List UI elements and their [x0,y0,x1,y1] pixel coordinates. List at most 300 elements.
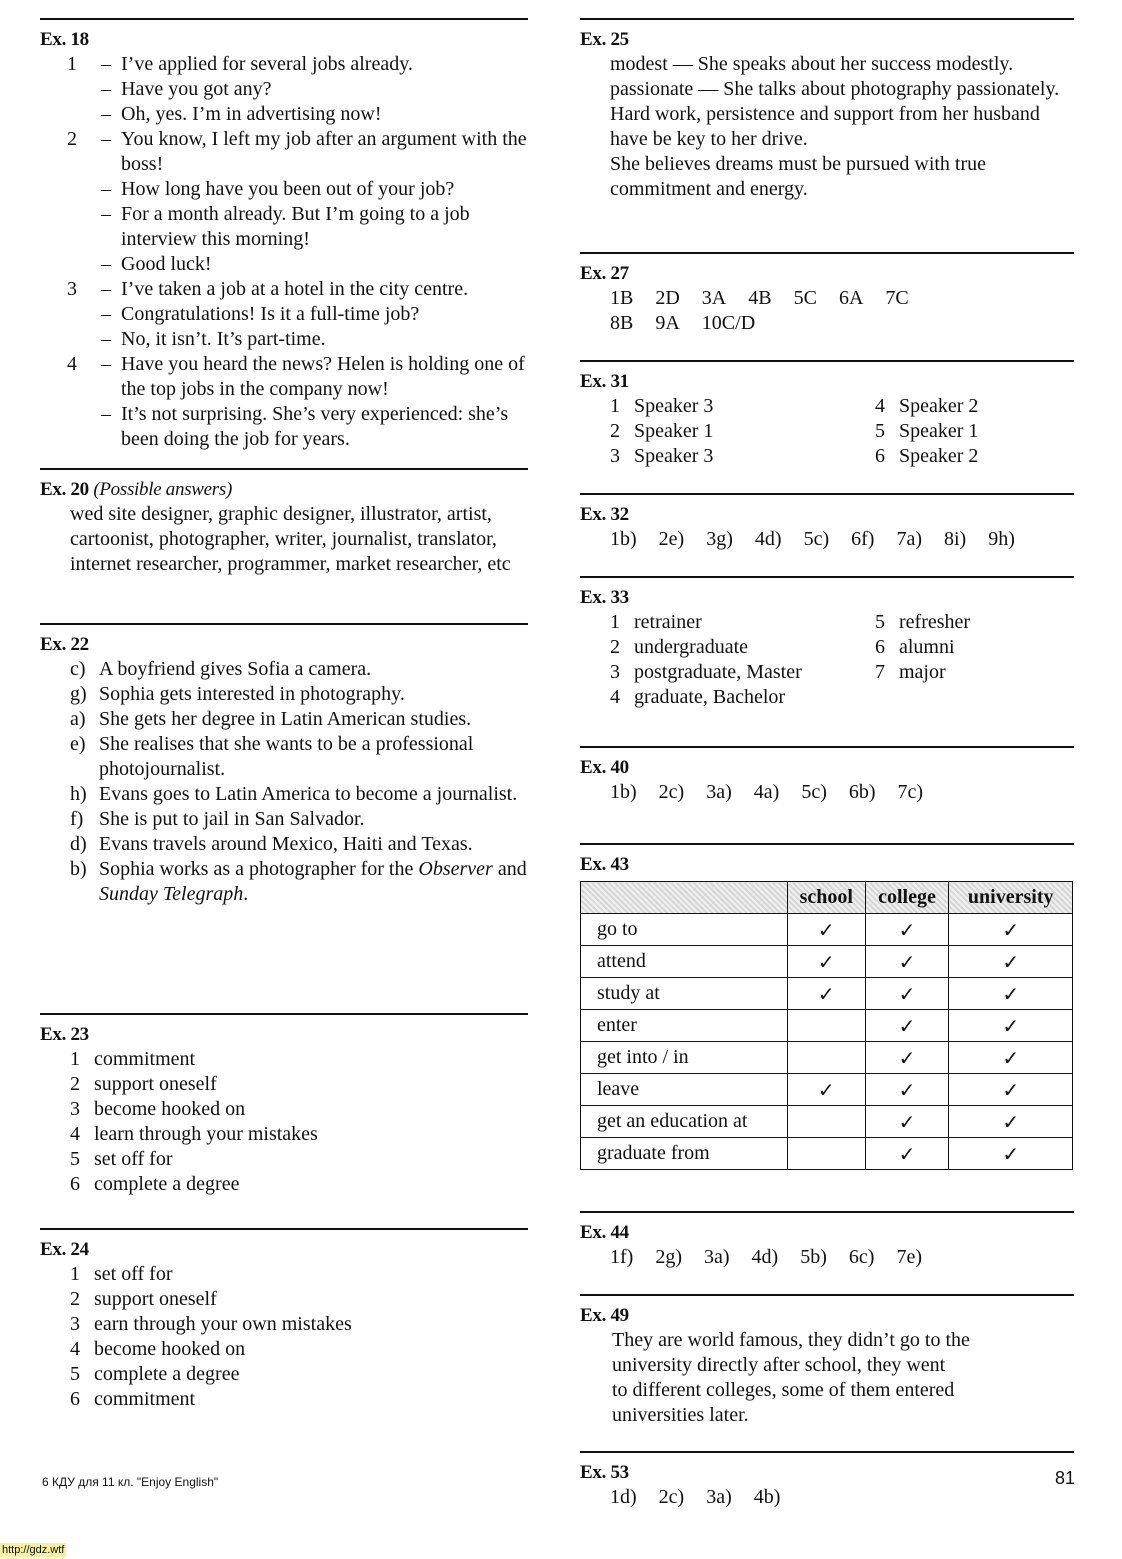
item-number: 6 [875,636,885,658]
item-text: set off for [94,1148,173,1170]
column-header-school: school [788,882,866,914]
exercise-title: Ex. 43 [580,854,629,875]
exercise-32 [580,493,1074,576]
empty-cell [788,1042,866,1074]
dash: – [101,328,111,350]
item-text [99,707,528,732]
item-number: 2 [70,1073,80,1095]
column-header-college: college [865,882,949,914]
item-text: commitment [94,1048,196,1070]
check-icon: ✓ [949,1106,1073,1138]
list-item [40,732,528,782]
line-text: You know, I left my job after an argument with the boss! [121,128,527,175]
list-item [40,807,528,832]
line-text: Congratulations! Is it a full-time job? [121,303,420,325]
item-text: complete a degree [94,1363,240,1385]
check-icon: ✓ [949,1074,1073,1106]
answer: 8i) [943,528,967,550]
item-text: major [899,661,946,683]
table-row [581,1074,1073,1106]
row-label: study at [581,978,788,1010]
column-header-university: university [949,882,1073,914]
item-text-mid: and [492,858,527,880]
line-number [40,402,97,452]
line-text: It’s not surprising. She’s very experienced: she’s been doing the job for years. [121,403,509,450]
row-label: get into / in [581,1042,788,1074]
line-text: Have you got any? [121,78,272,100]
item-text [99,832,528,857]
table-row [581,1042,1073,1074]
item-text: support oneself [94,1288,217,1310]
watermark-link[interactable]: http://gdz.wtf [2,1544,65,1556]
answer-grid [580,610,1074,710]
grid-item [610,444,875,469]
item-number: 1 [610,395,620,417]
item-text: refresher [899,611,971,633]
exercise-49 [580,1294,1074,1451]
table-row [581,1106,1073,1138]
dialogue-line [40,402,528,452]
exercise-title: Ex. 22 [40,634,89,655]
answer: 7e) [896,1246,922,1268]
exercise-title: Ex. 32 [580,504,629,525]
item-text-main: Evans travels around Mexico, Haiti and Texas. [99,833,473,855]
dialogue-line [40,127,528,177]
list-item [40,1072,528,1097]
line-number [40,177,97,202]
table-row [581,914,1073,946]
item-text: become hooked on [94,1338,246,1360]
item-number: 2 [610,420,620,442]
grid-item [610,635,875,660]
answer: 10C/D [701,312,756,334]
dash: – [101,303,111,325]
answer: 7a) [896,528,922,550]
exercise-title [40,478,528,502]
check-icon: ✓ [865,1010,949,1042]
check-icon: ✓ [788,978,866,1010]
check-icon: ✓ [949,1138,1073,1170]
line-number [40,77,97,102]
answer: 1d) [610,1486,637,1508]
check-icon: ✓ [865,1138,949,1170]
item-number: 3 [610,445,620,467]
item-text-main: Sophia works as a photographer for the [99,858,419,880]
item-text: postgraduate, Master [634,661,802,683]
item-text: commitment [94,1388,196,1410]
answer: 1b) [610,528,637,550]
answer-list [40,1262,528,1412]
item-text-main: She is put to jail in San Salvador. [99,808,365,830]
dash: – [101,353,111,375]
dialogue-line [40,252,528,277]
dialogue-line [40,277,528,302]
check-icon: ✓ [865,1074,949,1106]
grid-item [610,419,875,444]
answer-row [580,311,1074,336]
text-line: to different colleges, some of them entered [612,1379,955,1401]
exercise-40 [580,746,1074,843]
check-icon: ✓ [865,978,949,1010]
answer: 8B [610,312,634,334]
event-list [40,657,528,907]
line-text: For a month already. But I’m going to a job interview this morning! [121,203,470,250]
list-item [40,657,528,682]
line-text: I’ve applied for several jobs already. [121,53,413,75]
check-icon: ✓ [949,1042,1073,1074]
item-number: 6 [70,1173,80,1195]
exercise-44 [580,1211,1074,1294]
grid-item [610,394,875,419]
exercise-31 [580,360,1074,493]
list-item [40,1172,528,1197]
dash: – [101,253,111,275]
answer-list [40,1047,528,1197]
item-text-main: She gets her degree in Latin American studies. [99,708,472,730]
answer: 2e) [658,528,685,550]
answer: 3A [701,287,727,309]
answer-row [580,1485,1074,1510]
dash: – [101,128,111,150]
page-number: 81 [1055,1468,1076,1488]
item-number: 3 [70,1098,80,1120]
item-number: 4 [70,1123,80,1145]
line-number: 2 [67,128,77,150]
item-text-main: Sophia gets interested in photography. [99,683,405,705]
answer: 2g) [655,1246,682,1268]
exercise-title: Ex. 44 [580,1222,629,1243]
item-letter: e) [70,733,86,755]
list-item [40,1287,528,1312]
item-number: 6 [70,1388,80,1410]
answer: 4B [748,287,772,309]
line-number [40,202,97,252]
exercise-title: Ex. 33 [580,587,629,608]
answer: 7C [885,287,909,309]
empty-cell [788,1138,866,1170]
answer-row [580,780,1074,805]
item-number: 3 [610,661,620,683]
footer-book-title: 6 КДУ для 11 кл. "Enjoy English" [42,1475,219,1489]
exercise-title: Ex. 49 [580,1305,629,1326]
dialogue-line [40,77,528,102]
table-row [581,946,1073,978]
row-label: go to [581,914,788,946]
dialogue-line [40,177,528,202]
line-text: How long have you been out of your job? [121,178,455,200]
answer: 1B [610,287,634,309]
answer: 3a) [706,781,732,803]
item-text [99,732,528,782]
table-row [581,1010,1073,1042]
answer: 4a) [753,781,780,803]
exercise-title: Ex. 25 [580,29,629,50]
exercise-title-text: Ex. 20 [40,479,89,500]
empty-cell [788,1010,866,1042]
item-text: undergraduate [634,636,749,658]
list-item [40,1262,528,1287]
row-label: graduate from [581,1138,788,1170]
list-item [40,707,528,732]
dialogue-line [40,102,528,127]
answer: 2c) [658,781,685,803]
list-item [40,1047,528,1072]
line-number [40,302,97,327]
list-item [40,857,528,907]
exercise-22 [40,623,528,1013]
answer: 9h) [988,528,1015,550]
item-number: 6 [875,445,885,467]
list-item [40,682,528,707]
exercise-27 [580,252,1074,360]
answer: 5c) [803,528,830,550]
check-icon: ✓ [865,914,949,946]
dash: – [101,403,111,425]
dash: – [101,278,111,300]
exercise-title: Ex. 40 [580,757,629,778]
answer-grid [580,394,1074,469]
dialogue-list [40,52,528,452]
check-icon: ✓ [949,1010,1073,1042]
answer: 2c) [658,1486,685,1508]
dialogue-line [40,302,528,327]
answer: 4b) [753,1486,781,1508]
check-icon: ✓ [949,946,1073,978]
table-header-row [581,882,1073,914]
item-letter: c) [70,658,86,680]
dialogue-line [40,202,528,252]
list-item [40,1147,528,1172]
text-line: modest — She speaks about her success modestly. [610,53,1014,75]
item-text: Speaker 3 [634,445,714,467]
exercise-title: Ex. 53 [580,1462,629,1483]
line-number: 4 [67,353,77,375]
item-text-main: She realises that she wants to be a professional photojournalist. [99,733,474,780]
item-text-end: . [243,883,249,905]
check-icon: ✓ [788,1074,866,1106]
dash: – [101,78,111,100]
text-line: passionate — She talks about photography passionately. [610,78,1060,100]
list-item [40,1312,528,1337]
answer-row [580,527,1074,552]
answer: 6b) [848,781,876,803]
list-item [40,1097,528,1122]
line-text: Oh, yes. I’m in advertising now! [121,103,382,125]
answer: 3g) [706,528,733,550]
answer-text [580,1328,1074,1428]
line-number [40,102,97,127]
item-text [99,857,528,907]
item-text: retrainer [634,611,702,633]
answer-row [580,1245,1074,1270]
list-item [40,1362,528,1387]
item-text: Speaker 3 [634,395,714,417]
left-column [40,18,528,1412]
item-letter: f) [70,808,84,830]
item-text: earn through your own mistakes [94,1313,352,1335]
exercise-title: Ex. 27 [580,263,629,284]
exercise-20 [40,468,528,623]
row-label: enter [581,1010,788,1042]
item-number: 3 [70,1313,80,1335]
answer-text [580,52,1075,202]
dialogue-line [40,327,528,352]
item-text-main: Evans goes to Latin America to become a journalist. [99,783,518,805]
item-text [99,807,528,832]
grid-item [875,610,1074,635]
answer: 1b) [610,781,637,803]
answer: 3a) [706,1486,732,1508]
item-number: 2 [610,636,620,658]
list-item [40,1387,528,1412]
list-item [40,1337,528,1362]
item-letter: d) [70,833,87,855]
exercise-18 [40,18,528,468]
item-number: 4 [875,395,885,417]
dash: – [101,103,111,125]
answer-text: wed site designer, graphic designer, illustrator, artist, cartoonist, photographer, writer, journalist, translator, internet researcher, programmer, market researcher, etc [70,503,511,575]
item-text: Speaker 2 [899,445,979,467]
grid-item [875,419,1074,444]
column-header-blank [581,882,788,914]
grid-item [875,660,1074,685]
item-text: support oneself [94,1073,217,1095]
exercise-25 [580,18,1074,252]
check-icon: ✓ [865,946,949,978]
item-text [99,657,528,682]
answer: 7c) [897,781,924,803]
item-text [99,782,528,807]
item-letter: h) [70,783,87,805]
table-row [581,1138,1073,1170]
exercise-title: Ex. 24 [40,1239,89,1260]
answer: 3a) [704,1246,730,1268]
answer: 9A [655,312,680,334]
list-item [40,832,528,857]
answer-row [580,286,1074,311]
grid-item [875,444,1074,469]
item-text: set off for [94,1263,173,1285]
text-line: They are world famous, they didn’t go to the [612,1329,970,1351]
table-row [581,978,1073,1010]
answer: 4d) [754,528,782,550]
line-text: I’ve taken a job at a hotel in the city centre. [121,278,469,300]
answer: 6c) [848,1246,875,1268]
item-number: 4 [610,686,620,708]
grid-item [610,610,875,635]
exercise-53 [580,1451,1074,1510]
right-column [580,18,1074,1510]
item-text: learn through your mistakes [94,1123,318,1145]
grid-item [875,394,1074,419]
line-number [40,327,97,352]
answer: 5c) [801,781,827,803]
answer: 5b) [800,1246,827,1268]
item-text: graduate, Bachelor [634,686,786,708]
dash: – [101,53,111,75]
dash: – [101,203,111,225]
line-text: No, it isn’t. It’s part-time. [121,328,326,350]
line-number: 1 [67,53,77,75]
item-number: 5 [875,420,885,442]
item-text: Speaker 2 [899,395,979,417]
text-line: university directly after school, they went [612,1354,946,1376]
item-letter: b) [70,858,87,880]
line-text: Have you heard the news? Helen is holding one of the top jobs in the company now! [121,353,525,400]
item-number: 5 [875,611,885,633]
item-number: 2 [70,1288,80,1310]
grid-item [610,660,875,685]
dash: – [101,178,111,200]
text-line: She believes dreams must be pursued with true commitment and energy. [610,153,987,200]
text-line: Hard work, persistence and support from her husband have be key to her drive. [610,103,1040,150]
item-letter: a) [70,708,86,730]
check-icon: ✓ [949,978,1073,1010]
check-icon: ✓ [865,1106,949,1138]
item-number: 7 [875,661,885,683]
item-text: Speaker 1 [899,420,979,442]
item-number: 1 [70,1263,80,1285]
exercise-33 [580,576,1074,746]
line-text: Good luck! [121,253,212,275]
item-number: 5 [70,1363,80,1385]
item-number: 1 [70,1048,80,1070]
exercise-title: Ex. 31 [580,371,629,392]
answer: 6A [838,287,864,309]
list-item [40,782,528,807]
item-text: Speaker 1 [634,420,714,442]
dialogue-line [40,52,528,77]
line-number: 3 [67,278,77,300]
line-number [40,252,97,277]
check-icon: ✓ [788,946,866,978]
exercise-43 [580,843,1074,1211]
item-text: complete a degree [94,1173,240,1195]
item-text: become hooked on [94,1098,246,1120]
text-line: universities later. [612,1404,749,1426]
grid-item [875,685,1074,710]
verbs-table [580,881,1073,1170]
item-number [875,685,899,710]
answer: 6f) [851,528,875,550]
empty-cell [788,1106,866,1138]
item-text [99,682,528,707]
item-number: 5 [70,1148,80,1170]
answer: 1f) [610,1246,634,1268]
item-text-main: A boyfriend gives Sofia a camera. [99,658,372,680]
check-icon: ✓ [788,914,866,946]
list-item [40,1122,528,1147]
exercise-23 [40,1013,528,1228]
item-number: 1 [610,611,620,633]
exercise-24 [40,1228,528,1412]
grid-item [875,635,1074,660]
grid-item [610,685,875,710]
exercise-title: Ex. 23 [40,1024,89,1045]
item-letter: g) [70,683,87,705]
dialogue-line [40,352,528,402]
row-label: leave [581,1074,788,1106]
newspaper-name: Sunday Telegraph [99,883,244,905]
exercise-title: Ex. 18 [40,29,89,50]
check-icon: ✓ [865,1042,949,1074]
item-text: alumni [899,636,955,658]
item-number: 4 [70,1338,80,1360]
exercise-note: (Possible answers) [93,479,233,500]
row-label: get an education at [581,1106,788,1138]
check-icon: ✓ [949,914,1073,946]
row-label: attend [581,946,788,978]
